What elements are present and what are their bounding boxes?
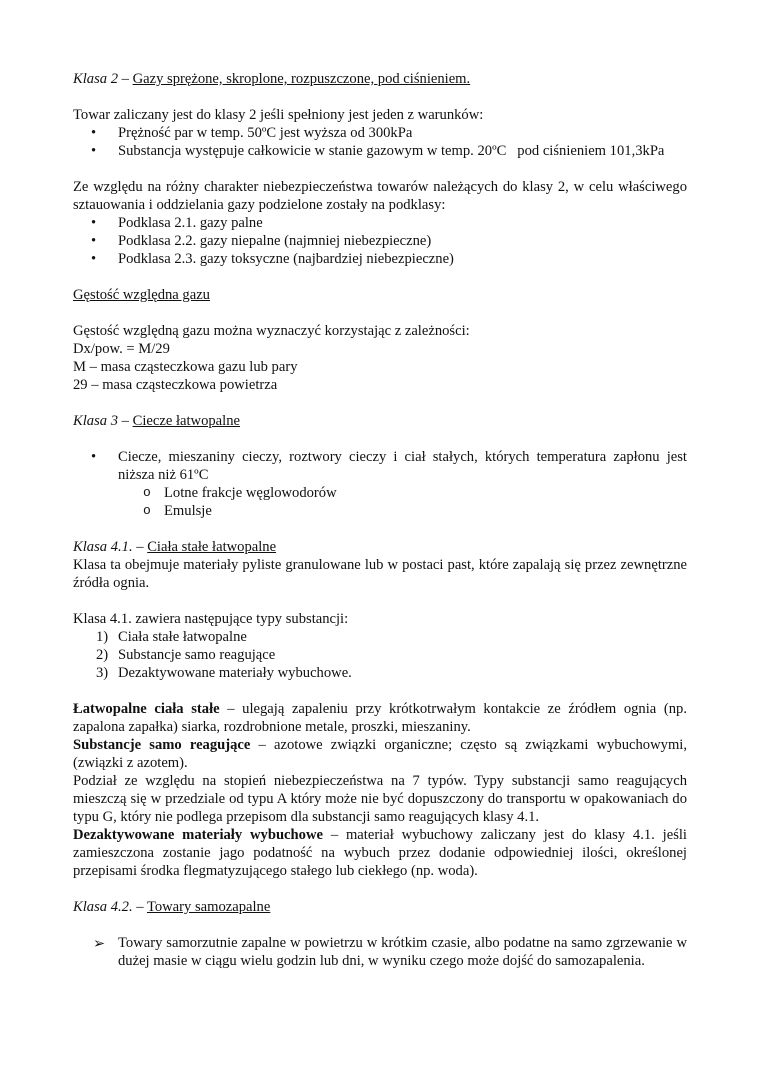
klasa41-heading: Klasa 4.1. – Ciała stałe łatwopalne — [73, 539, 277, 555]
bullet-icon: • — [91, 143, 97, 159]
arrow-bullet-icon: ➢ — [93, 936, 106, 952]
bullet-icon: • — [91, 233, 97, 249]
list-item: • Prężność par w temp. 50ºC jest wyższa od 300kPa — [91, 125, 413, 141]
gestosc-line: Gęstość względną gazu można wyznaczyć korzystając z zależności: — [73, 323, 470, 339]
klasa3-heading: Klasa 3 – Ciecze łatwopalne — [73, 413, 240, 429]
klasa41-types-intro: Klasa 4.1. zawiera następujące typy substancji: — [73, 611, 349, 627]
list-subitem: o Lotne frakcje węglowodorów — [143, 485, 337, 501]
klasa42-heading: Klasa 4.2. – Towary samozapalne — [73, 899, 271, 915]
klasa41-podzial: Podział ze względu na stopień niebezpieczeństwa na 7 typów. Typy substancji samo reagujących mieszczą się w przedziale od typu A który może nie być dopuszczony do transportu w opakowaniach do typu G, który nie podlega przepisom dla substancji samo reagujących klasy 4.1. — [73, 773, 687, 825]
list-item: • Podklasa 2.2. gazy niepalne (najmniej niebezpieczne) — [91, 233, 432, 249]
bullet-icon: • — [91, 125, 97, 141]
list-item: • Podklasa 2.1. gazy palne — [91, 215, 263, 231]
bullet-icon: • — [91, 251, 97, 267]
klasa2-subclasses-list — [73, 214, 687, 268]
list-item: • Substancja występuje całkowicie w stanie gazowym w temp. 20ºC pod ciśnieniem 101,3kPa — [91, 143, 665, 159]
list-item: • Podklasa 2.3. gazy toksyczne (najbardziej niebezpieczne) — [91, 251, 454, 267]
klasa2-subclass-intro: Ze względu na różny charakter niebezpieczeństwa towarów należących do klasy 2, w celu właściwego sztauowania i oddzielania gazy podzielone zostały na podklasy: — [73, 179, 687, 213]
gestosc-line: M – masa cząsteczkowa gazu lub pary — [73, 359, 298, 375]
klasa2-intro: Towar zaliczany jest do klasy 2 jeśli spełniony jest jeden z warunków: — [73, 107, 484, 123]
bullet-icon: • — [91, 215, 97, 231]
list-item: • Ciecze, mieszaniny cieczy, roztwory cieczy i ciał stałych, których temperatura zapłonu jest niższa niż 61ºC — [91, 449, 687, 483]
definition-paragraph: Substancje samo reagujące – azotowe związki organiczne; często są związkami wybuchowymi, (związki z azotem). — [73, 737, 687, 771]
gestosc-formula: Dx/pow. = M/29 — [73, 341, 170, 357]
gestosc-line: 29 – masa cząsteczkowa powietrza — [73, 377, 278, 393]
klasa41-desc: Klasa ta obejmuje materiały pyliste granulowane lub w postaci past, które zapalają się przez zewnętrzne źródła ognia. — [73, 557, 687, 591]
list-item: 3) Dezaktywowane materiały wybuchowe. — [96, 665, 352, 681]
definition-paragraph: Dezaktywowane materiały wybuchowe – materiał wybuchowy zaliczany jest do klasy 4.1. jeśli zamieszczona zostanie jago podatność na wybuch przez dodanie odpowiedniej ilości, określonej przepisami środka flegmatyzującego stałego lub ciekłego (np. woda). — [73, 827, 687, 879]
klasa2-heading: Klasa 2 – Gazy sprężone, skroplone, rozpuszczone, pod ciśnieniem. — [73, 71, 471, 87]
document-page — [73, 70, 687, 970]
circle-bullet-icon: o — [143, 503, 151, 518]
klasa42-list — [73, 934, 687, 970]
klasa41-types-list — [73, 628, 687, 682]
list-item: 2) Substancje samo reagujące — [96, 647, 276, 663]
gestosc-heading: Gęstość względna gazu — [73, 287, 210, 303]
list-item: ➢ Towary samorzutnie zapalne w powietrzu w krótkim czasie, albo podatne na samo zgrzewanie w dużej masie w ciągu wielu godzin lub dni, w wyniku czego może dojść do samozapalenia. — [93, 935, 687, 969]
klasa3-list — [73, 448, 687, 520]
definition-paragraph: Łatwopalne ciała stałe – ulegają zapaleniu przy krótkotrwałym kontakcie ze źródłem ognia (np. zapalona zapałka) siarka, rozdrobnione metale, proszki, mieszaniny. — [73, 701, 687, 735]
klasa2-conditions-list — [73, 124, 687, 160]
bullet-icon: • — [91, 449, 97, 465]
list-item: 1) Ciała stałe łatwopalne — [96, 629, 247, 645]
circle-bullet-icon: o — [143, 485, 151, 500]
list-subitem: o Emulsje — [143, 503, 212, 519]
